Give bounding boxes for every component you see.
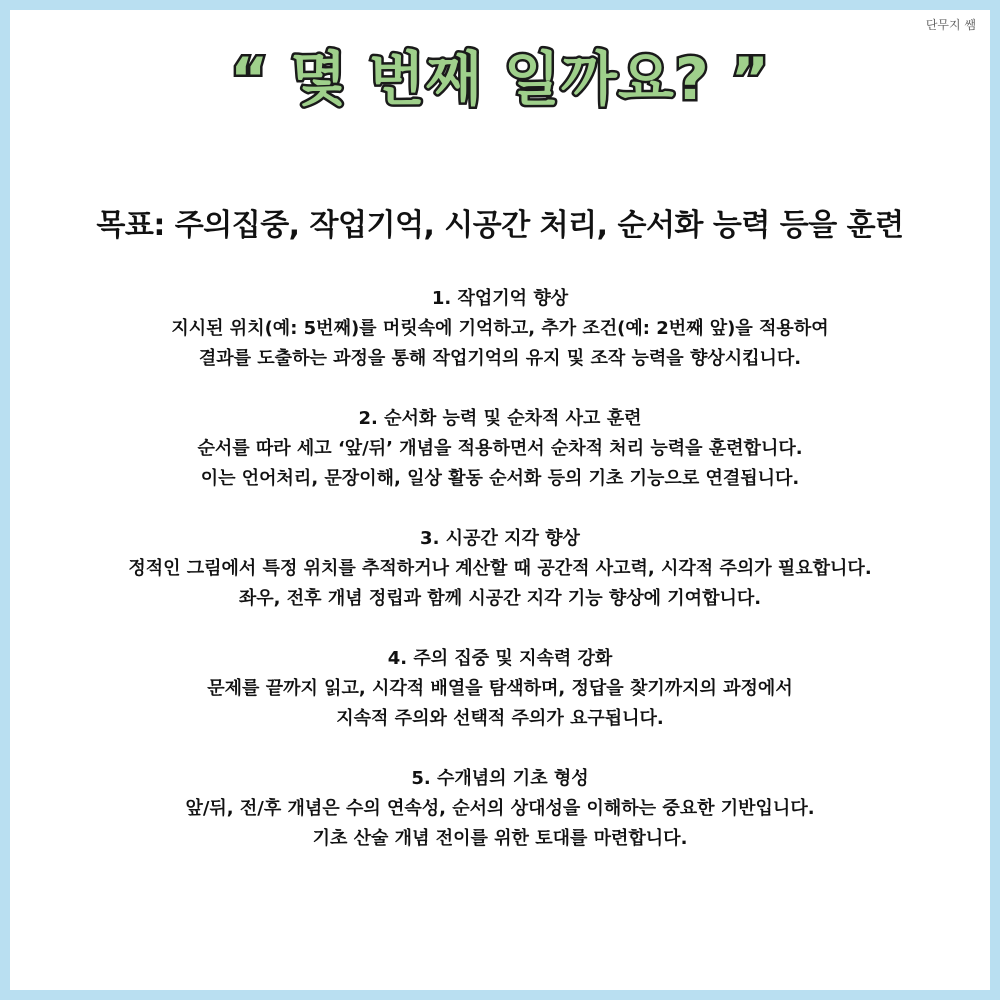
section-heading: 1. 작업기억 향상: [431, 288, 569, 309]
page-title: “ 몇 번째 일까요? ”: [230, 45, 770, 113]
section-text-line: 지속적 주의와 선택적 주의가 요구됩니다.: [336, 708, 664, 729]
section-visuospatial: [10, 524, 990, 614]
section-heading: 5. 수개념의 기초 형성: [411, 768, 589, 789]
section-working-memory: [10, 284, 990, 374]
section-text-line: 정적인 그림에서 특정 위치를 추적하거나 계산할 때 공간적 사고력, 시각적 주의가 필요합니다.: [128, 558, 872, 579]
section-text-line: 순서를 따라 세고 ‘앞/뒤’ 개념을 적용하면서 순차적 처리 능력을 훈련합니다.: [197, 438, 803, 459]
section-text-line: 좌우, 전후 개념 정립과 함께 시공간 지각 기능 향상에 기여합니다.: [238, 588, 762, 609]
section-number-concept: [10, 764, 990, 854]
section-text-line: 이는 언어처리, 문장이해, 일상 활동 순서화 등의 기초 기능으로 연결됩니다.: [200, 468, 800, 489]
section-text-line: 지시된 위치(예: 5번째)를 머릿속에 기억하고, 추가 조건(예: 2번째 앞)을 적용하여: [171, 318, 829, 339]
section-sequencing: [10, 404, 990, 494]
section-text-line: 문제를 끝까지 읽고, 시각적 배열을 탐색하며, 정답을 찾기까지의 과정에서: [207, 678, 793, 699]
section-attention: [10, 644, 990, 734]
section-text-line: 결과를 도출하는 과정을 통해 작업기억의 유지 및 조작 능력을 향상시킵니다.: [198, 348, 802, 369]
section-text-line: 앞/뒤, 전/후 개념은 수의 연속성, 순서의 상대성을 이해하는 중요한 기반입니다.: [185, 798, 815, 819]
section-text-line: 기초 산술 개념 전이를 위한 토대를 마련합니다.: [312, 828, 688, 849]
benefit-sections: [10, 284, 990, 884]
section-heading: 2. 순서화 능력 및 순차적 사고 훈련: [358, 408, 642, 429]
goal-statement: 목표: 주의집중, 작업기억, 시공간 처리, 순서화 능력 등을 훈련: [96, 208, 904, 243]
content-card: [10, 10, 990, 990]
section-heading: 4. 주의 집중 및 지속력 강화: [387, 648, 613, 669]
author-watermark: 단무지 쌤: [925, 18, 976, 32]
section-heading: 3. 시공간 지각 향상: [420, 528, 580, 549]
